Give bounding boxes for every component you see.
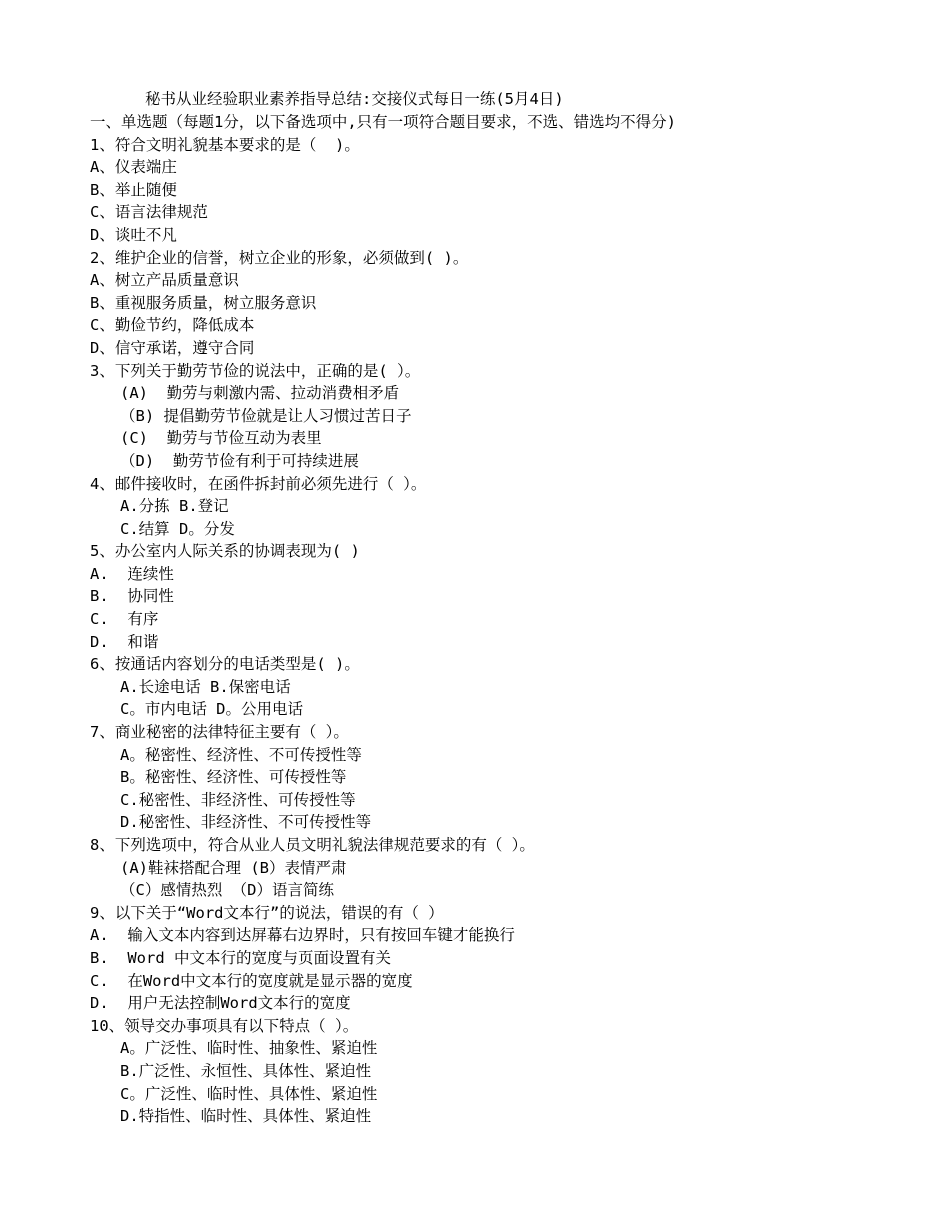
question-stem: 9、以下关于“Word文本行”的说法，错误的有（ ） [90,903,444,922]
answer-option: B、重视服务质量，树立服务意识 [90,293,317,312]
answer-option: C、语言法律规范 [90,203,208,222]
answer-option: A、树立产品质量意识 [90,271,239,290]
question-stem: 6、按通话内容划分的电话类型是( )。 [90,655,360,674]
question-stem: 2、维护企业的信誉，树立企业的形象，必须做到( )。 [90,248,469,267]
section-heading: 一、单选题（每题1分，以下备选项中,只有一项符合题目要求，不选、错选均不得分) [90,113,676,131]
answer-option: (A) 勤劳与刺激内需、拉动消费相矛盾 [120,384,400,403]
answer-option: C. 有序 [90,610,159,629]
answer-option: B、举止随便 [90,180,177,199]
question-stem: 3、下列关于勤劳节俭的说法中，正确的是( ）。 [90,361,421,380]
answer-option: （C）感情热烈 （D）语言简练 [120,881,334,900]
answer-option: （B) 提倡勤劳节俭就是让人习惯过苦日子 [120,406,412,425]
answer-option: D.秘密性、非经济性、不可传授性等 [120,813,372,832]
answer-option: D. 用户无法控制Word文本行的宽度 [90,994,351,1013]
answer-option: C.秘密性、非经济性、可传授性等 [120,790,356,809]
answer-option: A. 连续性 [90,564,174,583]
question-stem: 7、商业秘密的法律特征主要有（ ）。 [90,723,349,742]
answer-option: A、仪表端庄 [90,158,177,177]
answer-option: A.长途电话 B.保密电话 [120,677,291,696]
answer-option: C.结算 D。分发 [120,519,235,538]
answer-option: C。广泛性、临时性、具体性、紧迫性 [120,1084,378,1103]
answer-option: D、谈吐不凡 [90,225,177,244]
answer-option: (C) 勤劳与节俭互动为表里 [120,429,322,448]
question-stem: 4、邮件接收时，在函件拆封前必须先进行（ ）。 [90,474,427,493]
answer-option: B. Word 中文本行的宽度与页面设置有关 [90,948,391,967]
document-title: 秘书从业经验职业素养指导总结:交接仪式每日一练(5月4日) [145,90,564,108]
answer-option: C、勤俭节约，降低成本 [90,316,255,335]
answer-option: A. 输入文本内容到达屏幕右边界时，只有按回车键才能换行 [90,926,515,945]
answer-option: D. 和谐 [90,632,159,651]
answer-option: C. 在Word中文本行的宽度就是显示器的宽度 [90,971,413,990]
answer-option: D.特指性、临时性、具体性、紧迫性 [120,1107,372,1126]
answer-option: B. 协同性 [90,587,174,606]
question-stem: 10、领导交办事项具有以下特点（ ）。 [90,1016,359,1035]
answer-option: A。秘密性、经济性、不可传授性等 [120,745,362,764]
answer-option: D、信守承诺，遵守合同 [90,338,255,357]
document-body [90,111,930,1128]
question-stem: 5、办公室内人际关系的协调表现为( ) [90,542,360,561]
answer-option: (A)鞋袜搭配合理 (B）表情严肃 [120,858,347,877]
answer-option: （D) 勤劳节俭有利于可持续进展 [120,451,359,470]
answer-option: B.广泛性、永恒性、具体性、紧迫性 [120,1061,372,1080]
question-stem: 8、下列选项中，符合从业人员文明礼貌法律规范要求的有（ ）。 [90,836,535,854]
answer-option: A。广泛性、临时性、抽象性、紧迫性 [120,1039,378,1058]
answer-option: A.分拣 B.登记 [120,497,229,516]
answer-option: B。秘密性、经济性、可传授性等 [120,768,347,787]
question-stem: 1、符合文明礼貌基本要求的是（ )。 [90,135,360,154]
answer-option: C。市内电话 D。公用电话 [120,700,303,719]
